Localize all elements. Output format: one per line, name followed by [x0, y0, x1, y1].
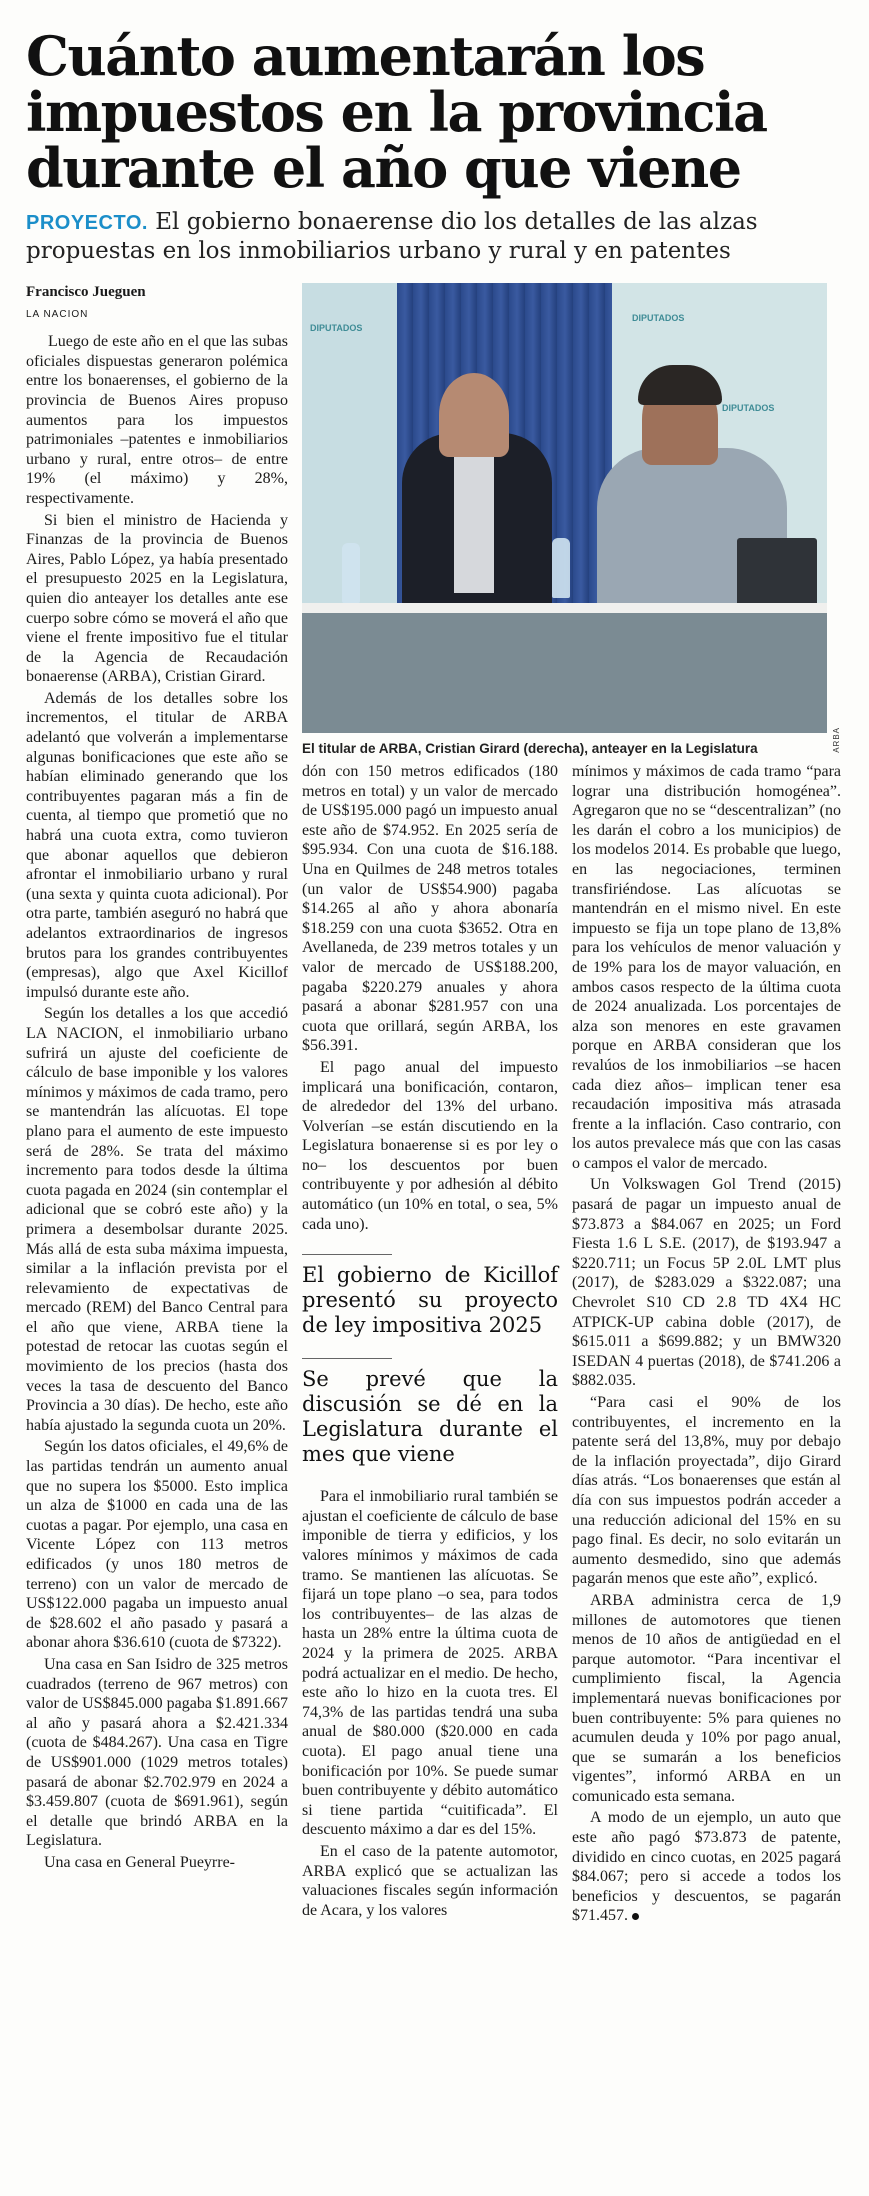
- author-name: Francisco Jueguen: [26, 284, 146, 300]
- paragraph: Según los datos oficiales, el 49,6% de las partidas tendrán un aumento anual que no supera los $5000. Esto implica un alza de $1000 en cada una de las cuotas a pagar. Por ejemplo, una casa en Vicente López con 113 metros edificados (y unos 180 metros de terreno) con un valor de mercado de US$122.000 pagaba un impuesto anual de $28.602 el año pasado y pasará a abonar ahora $36.610 (cuota de $7322).: [26, 1438, 288, 1652]
- headline: Cuánto aumentarán los impuestos en la provincia durante el año que viene: [26, 24, 767, 200]
- diputados-logo: DIPUTADOS: [632, 313, 685, 323]
- deck-text: El gobierno bonaerense dio los detalles de las alzas propuestas en los inmobiliarios urbano y rural y en patentes: [26, 209, 758, 264]
- paragraph-final: [572, 1808, 841, 1926]
- person-left-head: [439, 373, 509, 457]
- column-2: [302, 762, 558, 1928]
- paragraph: dón con 150 metros edificados (180 metros en total) y un valor de mercado de US$195.000 pagó un impuesto anual este año de $74.952. En 2025 sería de $95.934. Con una cuota de $16.188. Una en Quilmes de 248 metros totales (un valor de US$54.900) pagaba $14.265 al año y ahora abonaría $18.259 con una cuota $3652. Otra en Avellaneda, de 239 metros totales y un valor de mercado de US$188.200, pagaba $220.279 anuales y ahora pasará a abonar $281.957 con una cuota que orillará, según ARBA, los $56.391.: [302, 763, 558, 1055]
- water-bottle: [342, 543, 360, 603]
- paragraph: Una casa en General Pueyrre-: [44, 1853, 236, 1871]
- pull-quote-rule: [302, 1254, 392, 1255]
- column-1: [26, 283, 288, 1928]
- paragraph-text: A modo de un ejemplo, un auto que este año pagó $73.873 de patente, dividido en cinco cuotas, en 2025 pagará $84.067; pero si accede a todos los beneficios y descuentos, se pagarán $71.457.: [572, 1809, 841, 1925]
- end-mark: [632, 1913, 639, 1920]
- photo-caption: El titular de ARBA, Cristian Girard (derecha), anteayer en la Legislatura: [302, 741, 758, 756]
- paragraph: mínimos y máximos de cada tramo “para lograr una distribución homogénea”. Agregaron que no se “descentralizan” (no les darán el cobro a los municipios) de los modelos 2014. Es probable que luego, en las negociaciones, terminen transfiriéndose. Las alícuotas se mantendrán en el mismo nivel. En este impuesto se fija un tope plano de 13,8% para los vehículos de menor valuación y de 19% para los de mayor valuación, en ambos casos respecto de la última cuota de 2024 anualizada. Los porcentajes de alza son menores en este gravamen porque en ARBA consideran que los revalúos de los inmobiliarios –se hacen cada diez años– implican tener esa recaudación impositiva más atrasada frente a la inflación. Caso contrario, con los autos prevalece más que con las casas o campos el valor de mercado.: [572, 763, 841, 1172]
- paragraph: Además de los detalles sobre los incrementos, el titular de ARBA adelantó que volverán a implementarse algunas bonificaciones que este año se habían eliminado generando que los contribuyentes pagaran más a fin de cuenta, al tiempo que prometió que no habrá una cuota extra, como tuvieron que abonar aquellos que debieron afrontar el inmobiliario urbano y rural (una sexta y quinta cuota adicional). Por otra parte, también aseguró no habrá que adelantos extraordinarios de ingresos brutos para los grandes contribuyentes (empresas), algo que Axel Kicillof impulsó durante este año.: [26, 689, 288, 1001]
- paragraph: “Para casi el 90% de los contribuyentes, el incremento en la patente será del 13,8%, muy por debajo de la inflación proyectada”, dijo Girard días atrás. “Los bonaerenses que están al día con sus impuestos podrán acceder a una reducción adicional del 15% en su pago final. Es decir, no solo evitarán un aumento desmedido, sino que además pagarán menos que este año”, explicó.: [572, 1394, 841, 1588]
- pull-quote-rule: [302, 1358, 392, 1359]
- diputados-logo: DIPUTADOS: [310, 323, 363, 333]
- paragraph: Según los detalles a los que accedió LA NACION, el inmobiliario urbano sufrirá un ajuste del coeficiente de cálculo de base imponible y los valores mínimos y máximos de cada tramo, pero se mantendrán las alícuotas. El tope plano para el aumento de este impuesto será de 28%. Se trata del máximo incremento para todos desde la última cuota pagada en 2024 (sin contemplar el adicional que se cobró este año) y la primera a desembolsar durante 2025. Más allá de esta suba máxima impuesta, similar a la inflación prevista por el relevamiento de expectativas de mercado (REM) del Banco Central para el año que viene, ARBA tiene la potestad de retocar las cuotas según el movimiento de los precios (hasta dos veces la tasa de descuento del Banco Provincia a 30 días). De hecho, este año había ajustado la segunda cuota un 20%.: [26, 1005, 288, 1434]
- person-left-shirt: [454, 443, 494, 593]
- paragraph: Un Volkswagen Gol Trend (2015) pasará de pagar un impuesto anual de $73.873 a $84.067 en 2025; un Ford Fiesta 1.6 L S.E. (2017), de $193.947 a $220.711; un Focus 5P 2.0L LMT plus (2017), de $283.029 a $322.087; una Chevrolet S10 CD 2.8 TD 4X4 HC ATPICK-UP cabina doble (2017), de $615.011 a $699.882; y un BMW320 ISEDAN 4 puertas (2018), de $741.206 a $882.035.: [572, 1176, 841, 1390]
- paragraph: Una casa en San Isidro de 325 metros cuadrados (terreno de 967 metros) con valor de US$845.000 pagaba $1.891.667 al año y pasará ahora a $2.421.334 (cuota de $484.267). Una casa en Tigre de US$901.000 (1029 metros totales) pasará de abonar $2.702.979 en 2024 a $3.459.807 (cuota de $691.961), según el detalle que brindó ARBA en la Legislatura.: [26, 1655, 288, 1850]
- sub-columns: [302, 762, 843, 1928]
- author-source: LA NACION: [26, 308, 89, 320]
- kicker: PROYECTO.: [26, 212, 148, 234]
- paragraph: ARBA administra cerca de 1,9 millones de automotores que tienen menos de 10 años de antigüedad en el parque automotor. “Para incentivar el cumplimiento fiscal, la Agencia implementará nuevas bonificaciones por buen contribuyente: 5% para quienes no acumulen deuda y 10% por pago anual, que se sumarán a los beneficios vigentes”, informó ARBA en un comunicado esta semana.: [572, 1591, 841, 1805]
- laptop: [737, 538, 817, 608]
- paragraph: En el caso de la patente automotor, ARBA explicó que se actualizan las valuaciones fiscales según información de Acara, y los valores: [302, 1842, 558, 1919]
- pull-quote: Se prevé que la discusión se dé en la Legislatura durante el mes que viene: [302, 1367, 558, 1467]
- column-3: [572, 762, 841, 1928]
- article-body: [26, 283, 843, 1928]
- paragraph: Si bien el ministro de Hacienda y Finanzas de la provincia de Buenos Aires, Pablo López, ya había presentado el presupuesto 2025 en la Legislatura, quien dio anteayer los detalles ante ese cuerpo sobre cómo se moverá el año que viene el frente impositivo fue el titular de la Agencia de Recaudación bonaerense (ARBA), Cristian Girard.: [26, 511, 288, 686]
- paragraph: El pago anual del impuesto implicará una bonificación, contaron, de alrededor del 13% del urbano. Volverían –se están discutiendo en la Legislatura bonaerense si es por ley o no– los descuentos por buen contribuyente y por adhesión al débito automático (un 10% en total, o sea, 5% cada uno).: [302, 1058, 558, 1233]
- deck: [26, 208, 843, 265]
- table-front: [302, 613, 827, 733]
- pull-quote-block: [302, 1254, 558, 1467]
- paragraph: Para el inmobiliario rural también se ajustan el coeficiente de cálculo de base imponible de tierra y edificios, y los valores mínimos y máximos de cada tramo. Se mantienen las alícuotas. Se fijará un tope plano –o sea, para todos los contribuyentes– de las alzas de hasta un 28% entre la última cuota de 2024 y la primera de 2025. ARBA podrá actualizar en el medio. De hecho, este año lo hizo en la cuota tres. El 74,3% de las partidas tendrá una suba anual de $80.000 ($20.000 en cada cuota). El pago anual tiene una bonificación por 10%. Se puede sumar buen contribuyente y débito automático si tiene partida “cuitificada”. El descuento máximo a dar es del 15%.: [302, 1488, 558, 1839]
- diputados-logo: DIPUTADOS: [722, 403, 775, 413]
- pull-quote: El gobierno de Kicillof presentó su proyecto de ley impositiva 2025: [302, 1263, 558, 1338]
- water-bottle: [552, 538, 570, 598]
- right-block: [302, 283, 843, 1928]
- photo-credit: ARBA: [832, 727, 841, 753]
- paragraph: Luego de este año en el que las subas oficiales dispuestas generaron polémica entre los bonaerenses, el gobierno de la provincia de Buenos Aires propuso aumentos para los impuestos patrimoniales –patentes e inmobiliarios urbano y rural, entre otros– de entre 19% (el máximo) y 28%, respectivamente.: [26, 333, 288, 507]
